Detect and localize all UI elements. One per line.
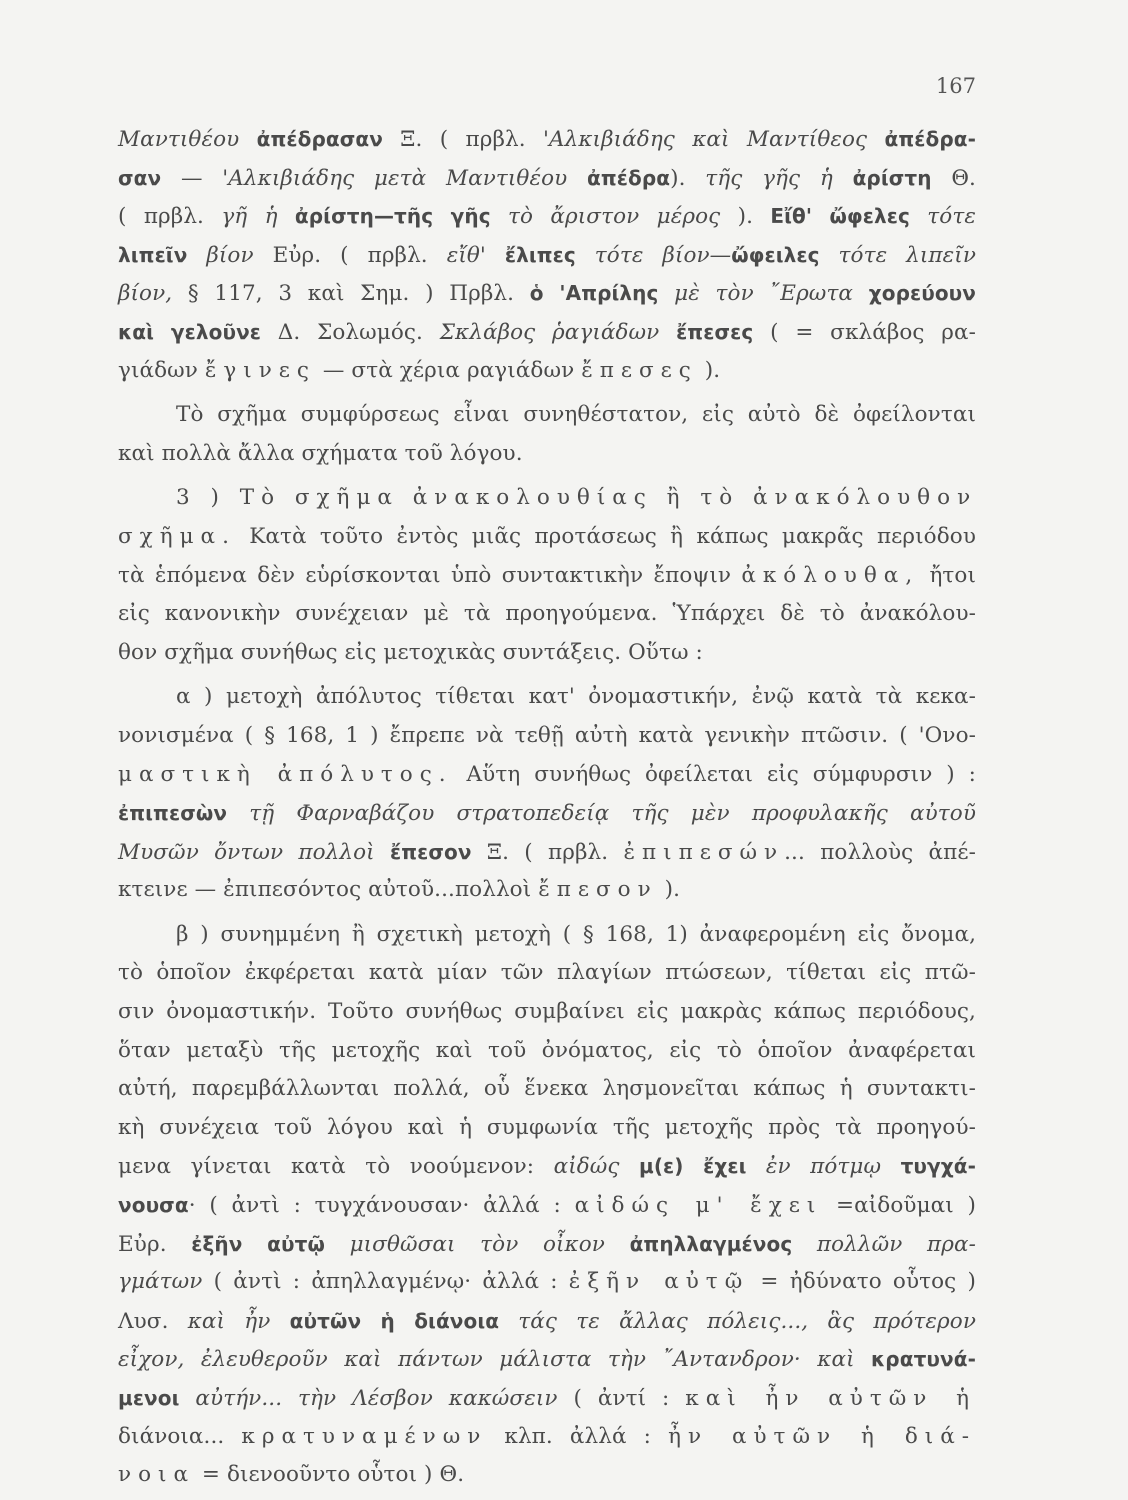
paragraph xyxy=(118,678,976,910)
text-line xyxy=(118,1147,976,1186)
text-run: εἰς κανονικὴν συνέχειαν μὲ τὰ προηγούμενα. Ὑπάρχει δὲ τὸ ἀνακόλου- xyxy=(118,601,976,627)
text-line xyxy=(118,1225,976,1264)
italic-quote: εἶχον, ἐλευθεροῦν καὶ πάντων μάλιστα τὴν ῎Αντανδρον· καὶ xyxy=(118,1347,871,1373)
text-run: ). xyxy=(670,165,706,191)
text-run: αὐτή, παρεμβάλλωνται πολλά, οὗ ἕνεκα λησμονεῖται κάπως ἡ συντακτι- xyxy=(118,1076,976,1102)
spaced-text: 3 ) Τὸ σχῆμα ἀνακολουθίας ἢ τὸ ἀνακόλουθον xyxy=(176,485,978,511)
bold-example: σαν xyxy=(118,165,162,190)
text-line xyxy=(118,794,976,833)
italic-quote: μισθῶσαι τὸν οἶκον xyxy=(324,1231,630,1257)
text-line xyxy=(118,678,976,717)
italic-quote: Σκλάβος ῥαγιάδων xyxy=(439,319,677,345)
bold-example: λιπεῖν xyxy=(118,242,188,267)
spaced-text: ἔπεσες xyxy=(581,357,698,383)
italic-quote: 'Αλκιβιάδης μετὰ Μαντιθέου xyxy=(222,165,588,191)
italic-quote: καὶ ἦν xyxy=(187,1308,290,1334)
text-run: = ἠδύνατο οὗτος ) xyxy=(749,1269,976,1295)
text-line xyxy=(118,352,976,391)
spaced-text: αἰδώς μ' ἔχει xyxy=(574,1193,823,1219)
italic-quote: βίον xyxy=(187,242,273,268)
bold-example: ἀρίστη xyxy=(852,165,932,190)
text-line xyxy=(118,396,976,435)
text-run: διάνοια... xyxy=(118,1423,242,1449)
text-line xyxy=(118,1109,976,1148)
italic-quote: μὲ τὸν ῎Ερωτα xyxy=(658,281,869,307)
text-run: ( ἀντὶ : ἀπηλλαγμένῳ· ἀλλά : xyxy=(202,1269,569,1295)
paragraph xyxy=(118,916,976,1495)
italic-quote: εἴθ' xyxy=(446,242,505,268)
italic-quote: τῆς γῆς ἡ xyxy=(705,165,853,191)
text-run: Εὐρ. xyxy=(118,1231,192,1257)
text-run: ( ἀντί : xyxy=(557,1386,686,1411)
italic-quote: Μυσῶν ὄντων πολλοὶ xyxy=(118,839,390,865)
bold-example: μ(ε) ἔχει xyxy=(639,1154,747,1179)
text-run: νονισμένα ( § 168, 1 ) ἔπρεπε νὰ τεθῇ αὐτὴ κατὰ γενικὴν πτῶσιν. ( 'Ονο- xyxy=(118,722,976,748)
bold-example: ἔπεσες xyxy=(676,319,754,344)
text-run: Δ. Σολωμός. xyxy=(261,319,440,345)
text-run: θον σχῆμα συνήθως εἰς μετοχικὰς συντάξεις. Οὕτω : xyxy=(118,639,703,665)
text-run: ὅταν μεταξὺ τῆς μετοχῆς καὶ τοῦ ὀνόματος, εἰς τὸ ὁποῖον ἀναφέρεται xyxy=(118,1037,976,1063)
text-run: ( = σκλάβος ρα- xyxy=(753,319,977,345)
text-line xyxy=(118,1418,976,1457)
spaced-text: νοια xyxy=(118,1462,195,1488)
italic-quote: τότε βίον— xyxy=(575,242,732,268)
text-line xyxy=(118,916,976,955)
text-run: καὶ πολλὰ ἄλλα σχήματα τοῦ λόγου. xyxy=(118,440,523,466)
text-line xyxy=(118,435,976,474)
text-line xyxy=(118,1032,976,1071)
spaced-text: ἐπιπεσών xyxy=(623,839,785,865)
italic-quote: 'Αλκιβιάδης καὶ Μαντίθεος xyxy=(543,127,885,152)
text-run: — xyxy=(161,165,223,191)
bold-example: ὁ 'Απρίλης xyxy=(529,281,659,306)
spaced-text: ἦν αὐτῶν ἡ διά- xyxy=(668,1423,977,1449)
spaced-text: μαστικὴ ἀπόλυτος. xyxy=(118,761,453,787)
text-run: Τὸ σχῆμα συμφύρσεως εἶναι συνηθέστατον, εἰς αὐτὸ δὲ ὀφείλονται xyxy=(176,402,976,428)
bold-example: ἐπιπεσὼν xyxy=(118,801,228,826)
text-line xyxy=(118,1379,976,1418)
text-run: Λυσ. xyxy=(118,1308,188,1334)
text-line xyxy=(118,479,976,518)
text-line xyxy=(118,197,976,236)
bold-example: αὐτῶν ἡ διάνοια xyxy=(289,1308,500,1333)
text-run: ). xyxy=(737,204,771,230)
text-run: ἤτοι xyxy=(919,562,976,588)
italic-quote: αἰδώς xyxy=(553,1154,639,1180)
spaced-text: ἔγινες xyxy=(204,357,316,383)
bold-example: νουσα xyxy=(118,1193,189,1218)
bold-example: Εἴθ' ὤφελες xyxy=(770,204,910,229)
text-run: — στὰ χέρια ραγιάδων xyxy=(315,357,582,383)
italic-quote: τότε λιπεῖν xyxy=(819,242,976,268)
text-line xyxy=(118,1302,976,1341)
text-run: κλπ. ἀλλά : xyxy=(487,1423,669,1449)
italic-quote: αὐτήν... τὴν Λέσβον κακώσειν xyxy=(179,1386,558,1411)
text-line xyxy=(118,833,976,872)
text-run: § 117, 3 καὶ Σημ. ) Πρβλ. xyxy=(172,281,530,307)
italic-quote: βίον, xyxy=(118,281,173,307)
text-run: · ( ἀντὶ : τυγχάνουσαν· ἀλλά : xyxy=(188,1193,575,1219)
text-run: Αὕτη συνήθως ὀφείλεται εἰς σύμφυρσιν ) : xyxy=(452,761,976,787)
bold-example: ἀπέδρασαν xyxy=(256,127,383,151)
text-line xyxy=(118,634,976,673)
text-line xyxy=(118,954,976,993)
bold-example: καὶ γελοῦνε xyxy=(118,319,262,344)
text-line xyxy=(118,1070,976,1109)
text-run: =αἰδοῦμαι ) xyxy=(822,1193,976,1219)
text-run: Ξ. ( πρβλ. xyxy=(382,127,543,152)
text-line xyxy=(118,993,976,1032)
paragraph xyxy=(118,120,976,390)
text-line xyxy=(118,159,976,198)
text-run: Θ. xyxy=(931,165,976,191)
italic-quote: τὸ ἄριστον μέρος xyxy=(490,204,738,230)
text-line xyxy=(118,236,976,275)
text-run: τὰ ἑπόμενα δὲν εὑρίσκονται ὑπὸ συντακτικὴν ἔποψιν xyxy=(118,562,742,588)
bold-example: ἔπεσον xyxy=(389,839,472,864)
italic-quote: Μαντιθέου xyxy=(118,127,257,152)
text-line xyxy=(118,120,976,159)
spaced-text: ἐξῆν αὐτῷ xyxy=(568,1269,750,1295)
bold-example: ἐξῆν αὐτῷ xyxy=(191,1231,325,1256)
text-line xyxy=(118,871,976,910)
spaced-text: καὶ ἦν αὐτῶν ἡ xyxy=(685,1386,976,1411)
text-run: μενα γίνεται κατὰ τὸ νοούμενον: xyxy=(118,1154,554,1180)
text-run: Ξ. ( πρβλ. xyxy=(471,839,624,865)
text-line xyxy=(118,518,976,557)
bold-example: ἔλιπες xyxy=(504,242,576,267)
text-line xyxy=(118,557,976,596)
text-run: ). xyxy=(697,357,721,383)
bold-example: ἀπηλλαγμένος xyxy=(629,1231,793,1256)
italic-quote: τάς τε ἄλλας πόλεις..., ἃς πρότερον xyxy=(499,1308,977,1334)
spaced-text: ἔπεσον xyxy=(538,877,658,903)
bold-example: ἀρίστη—τῆς γῆς xyxy=(294,204,491,229)
page-number: 167 xyxy=(935,74,976,98)
bold-example: κρατυνά- xyxy=(871,1347,976,1372)
text-run: σιν ὀνομαστικήν. Τοῦτο συνήθως συμβαίνει εἰς μακρὰς κάπως περιόδους, xyxy=(118,999,976,1025)
text-line xyxy=(118,595,976,634)
text-line xyxy=(118,1340,976,1379)
text-line xyxy=(118,717,976,756)
bold-example: ἀπέδρα- xyxy=(884,127,976,151)
text-run: κτεινε — ἐπιπεσόντος αὐτοῦ...πολλοὶ xyxy=(118,877,539,903)
italic-quote: τότε xyxy=(909,204,976,230)
text-line xyxy=(118,1186,976,1225)
text-line xyxy=(118,274,976,313)
text-line xyxy=(118,1263,976,1302)
bold-example: ὤφειλες xyxy=(731,242,820,267)
text-run: ). xyxy=(657,877,681,903)
italic-quote: τῇ Φαρναβάζου στρατοπεδείᾳ τῆς μὲν προφυλακῆς αὐτοῦ xyxy=(227,801,976,827)
text-run: ... πολλοὺς ἀπέ- xyxy=(784,839,976,865)
text-run: τὸ ὁποῖον ἐκφέρεται κατὰ μίαν τῶν πλαγίων πτώσεων, τίθεται εἰς πτῶ- xyxy=(118,960,976,986)
text-line xyxy=(118,313,976,352)
text-run: γιάδων xyxy=(118,357,205,383)
text-run: α ) μετοχὴ ἀπόλυτος τίθεται κατ' ὀνομαστικήν, ἐνῷ κατὰ τὰ κεκα- xyxy=(176,684,976,710)
italic-quote: πολλῶν πρα- xyxy=(792,1231,976,1257)
italic-quote: ἐν πότμῳ xyxy=(746,1154,901,1180)
paragraph xyxy=(118,396,976,473)
bold-example: χορεύουν xyxy=(868,281,976,306)
bold-example: μενοι xyxy=(118,1386,180,1410)
text-run: ( πρβλ. xyxy=(118,204,222,230)
text-run: Εὐρ. ( πρβλ. xyxy=(272,242,447,268)
text-run: κὴ συνέχεια τοῦ λόγου καὶ ἡ συμφωνία τῆς μετοχῆς πρὸς τὰ προηγού- xyxy=(118,1114,976,1140)
italic-quote: γμάτων xyxy=(118,1269,203,1295)
bold-example: τυγχά- xyxy=(900,1154,976,1179)
bold-example: ἀπέδρα xyxy=(587,165,671,190)
text-line xyxy=(118,1456,976,1495)
spaced-text: σχῆμα. xyxy=(118,523,236,549)
text-run: = διενοοῦντο οὗτοι ) Θ. xyxy=(194,1462,465,1488)
text-run: Κατὰ τοῦτο ἐντὸς μιᾶς προτάσεως ἢ κάπως μακρᾶς περιόδου xyxy=(235,523,976,549)
body-text xyxy=(118,120,976,1495)
text-line xyxy=(118,756,976,795)
spaced-text: ἀκόλουθα, xyxy=(741,562,920,588)
italic-quote: γῆ ἡ xyxy=(221,204,295,230)
text-run: β ) συνημμένη ἢ σχετικὴ μετοχὴ ( § 168, 1) ἀναφερομένη εἰς ὄνομα, xyxy=(176,921,976,947)
spaced-text: κρατυναμένων xyxy=(241,1423,488,1449)
paragraph xyxy=(118,479,976,672)
